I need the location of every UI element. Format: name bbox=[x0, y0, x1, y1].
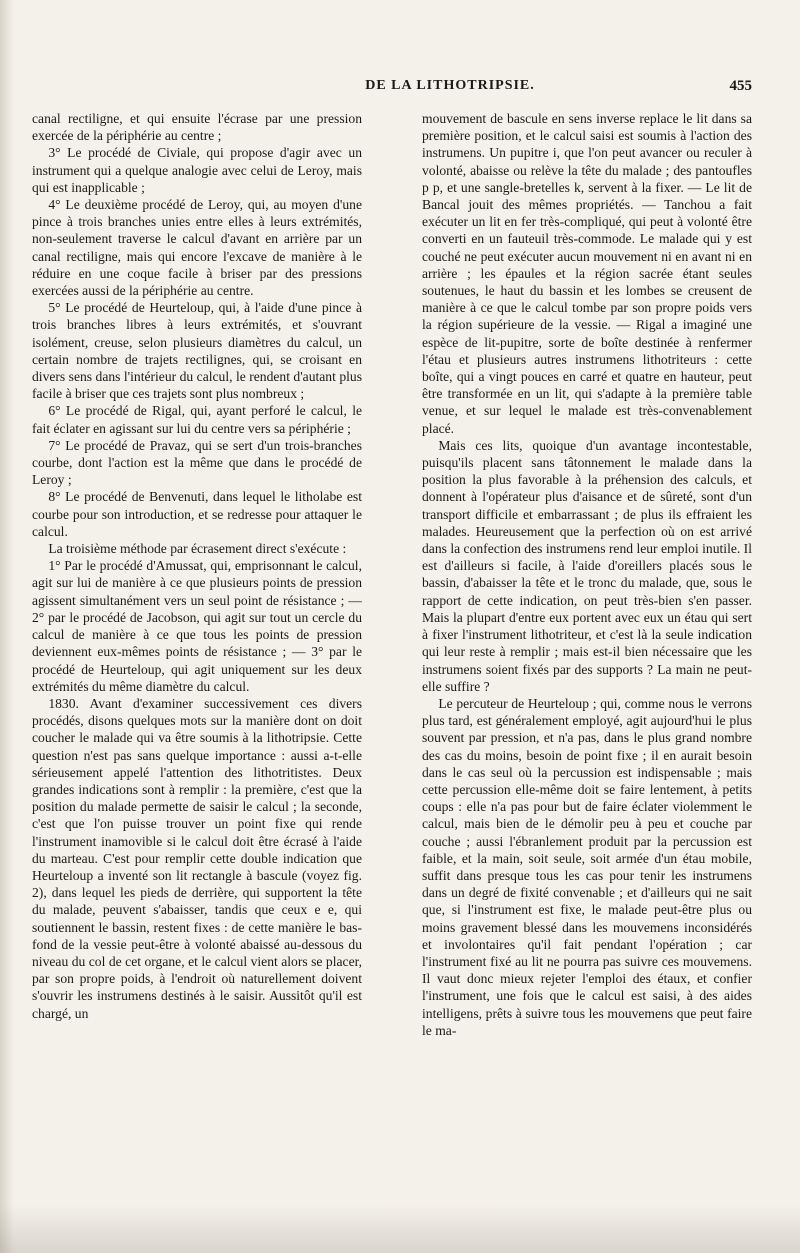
paragraph: 1° Par le procédé d'Amussat, qui, emprisonnant le calcul, agit sur lui de manière à ce que plusieurs points de pression agissent simultanément vers un seul point de résistance ; — 2° par le procédé de Jacobson, qui agit sur tout un cercle du calcul de manière à ce que tous les points de pression deviennent eux-mêmes points de résistance ; — 3° par le procédé de Heurteloup, qui agit uniquement sur les deux extrémités du même diamètre du calcul. bbox=[32, 558, 362, 694]
paragraph: Le percuteur de Heurteloup ; qui, comme nous le verrons plus tard, est généralement employé, agit aujourd'hui le plus souvent par pression, et n'a pas, dans le plus grand nombre des cas du moins, besoin de point fixe ; il en aurait besoin dans le cas seul où la percussion est indispensable ; mais cette percussion elle-même doit se faire lentement, à petits coups : elle n'a pas pour but de faire éclater violemment le calcul, mais bien de le démolir peu à peu et couche par couche ; aussi l'ébranlement produit par la percussion est faible, et la main, soit seule, soit armée d'un étau mobile, suffit dans presque tous les cas pour tenir les instrumens dans un degré de fixité convenable ; et d'ailleurs qui ne sait que, si l'instrument est fixe, le malade peut-être plus ou moins gravement blessé dans les mouvemens inconsidérés et involontaires qu'il fait pendant l'opération ; car l'instrument fixé au lit ne pourra pas suivre ces mouvemens. Il vaut donc mieux rejeter l'emploi des étaux, et confier l'instrument, une fois que le calcul est saisi, à des aides intelligens, prêts à suivre tous les mouvemens que peut faire le ma- bbox=[422, 695, 752, 1038]
paragraph: 1830. Avant d'examiner successivement ces divers procédés, disons quelques mots sur la manière dont on doit coucher le malade qui va être soumis à la lithotripsie. Cette question n'est pas sans quelque importance : aussi a-t-elle sérieusement appelé l'attention des lithotritistes. Deux grandes indications sont à remplir : la première, c'est que la position du malade permette de saisir le calcul ; la seconde, c'est que l'on puisse trouver un point fixe qui rende l'instrument inamovible si le calcul doit être écrasé à l'aide du marteau. C'est pour remplir cette double indication que Heurteloup a inventé son lit rectangle à bascule (voyez fig. 2), dans lequel les pieds de derrière, qui supportent la tête du malade, peuvent s'abaisser, tandis que ceux e e, qui soutiennent le bassin, restent fixes : de cette manière le bas-fond de la vessie peut-être à volonté abaissé au-dessous du niveau du col de cet organe, et le calcul vient alors se placer, par son propre poids, à l'endroit où naturellement doivent s'ouvrir les instrumens destinés à le saisir. Aussitôt qu'il est chargé, un bbox=[32, 695, 362, 1021]
paragraph: canal rectiligne, et qui ensuite l'écrase par une pression exercée de la périphérie au centre ; bbox=[32, 111, 362, 144]
paragraph: mouvement de bascule en sens inverse replace le lit dans sa première position, et le calcul saisi est soumis à l'action des instrumens. Un pupitre i, que l'on peut avancer ou reculer à volonté, abaisse ou relève la tête du malade ; des pantoufles p p, et une sangle-bretelles k, servent à la fixer. — Le lit de Bancal jouit des mêmes propriétés. — Tanchou a fait exécuter un lit en fer très-compliqué, qui peut à volonté être converti en un fauteuil très-commode. Le malade qui y est couché ne peut exécuter aucun mouvement ni en avant ni en arrière ; les épaules et la région sacrée étant seules soutenues, le haut du bassin et les lombes se creusent de manière à ce que le calcul tombe par son propre poids vers la région supérieure de la vessie. — Rigal a imaginé une espèce de lit-pupitre, sorte de boîte destinée à renfermer l'étau et plusieurs autres instrumens lithotriteurs : cette boîte, qui a vingt pouces en carré et quatre en hauteur, peut être transformée en un lit, qui s'adapte à la première table venue, et sur lequel le malade est très-convenablement placé. bbox=[422, 111, 752, 436]
left-column bbox=[32, 110, 362, 1220]
page-bottom-shadow bbox=[0, 1205, 800, 1253]
paragraph: 3° Le procédé de Civiale, qui propose d'agir avec un instrument qui a quelque analogie avec celui de Leroy, mais qui est inapplicable ; bbox=[32, 145, 362, 195]
page-number: 455 bbox=[729, 78, 752, 94]
paragraph: La troisième méthode par écrasement direct s'exécute : bbox=[48, 541, 347, 557]
paragraph: 4° Le deuxième procédé de Leroy, qui, au moyen d'une pince à trois branches unies entre elles à leurs extrémités, non-seulement traverse le calcul d'avant en arrière par un canal rectiligne, mais qui encore l'excave de manière à le réduire en une coque facile à briser par des pressions exercées aussi de la périphérie au centre. bbox=[32, 197, 362, 299]
running-head: DE LA LITHOTRIPSIE. bbox=[365, 78, 535, 93]
paragraph: Mais ces lits, quoique d'un avantage incontestable, puisqu'ils placent sans tâtonnement le malade dans la position la plus favorable à la préhension des calculs, et donnent à l'opérateur plus d'aisance et de sûreté, sont d'un transport difficile et embarrassant ; de plus ils effraient les malades. Heureusement que la perfection où on est arrivé dans la confection des instrumens rend leur emploi inutile. Il est d'ailleurs si facile, à l'aide d'oreillers placés sous le bassin, d'abaisser la tête et le tronc du malade, que, sous le rapport de cette indication, on peut très-bien s'en passer. Mais la plupart d'entre eux portent avec eux un étau qui sert à fixer l'instrument lithotriteur, et c'est là la seule indication qui leur reste à remplir ; mais est-il bien nécessaire que les instrumens soient fixés par des supports ? La main ne peut-elle suffire ? bbox=[422, 437, 752, 694]
page-header bbox=[140, 78, 760, 102]
right-column bbox=[422, 110, 752, 1220]
page-edge-shadow bbox=[0, 0, 14, 1253]
paragraph: 7° Le procédé de Pravaz, qui se sert d'un trois-branches courbe, dont l'action est la même que dans le procédé de Leroy ; bbox=[32, 437, 362, 488]
paragraph: 5° Le procédé de Heurteloup, qui, à l'aide d'une pince à trois branches libres à leurs extrémités, et s'ouvrant isolément, creuse, selon plusieurs diamètres du calcul, un certain nombre de trajets rectilignes, qui, se croisant en divers sens dans l'intérieur du calcul, le rendent d'autant plus facile à briser que ces trajets sont plus nombreux ; bbox=[32, 300, 362, 402]
paragraph: 6° Le procédé de Rigal, qui, ayant perforé le calcul, le fait éclater en agissant sur lui du centre vers sa périphérie ; bbox=[32, 403, 362, 436]
paragraph: 8° Le procédé de Benvenuti, dans lequel le litholabe est courbe pour son introduction, et se redresse pour attaquer le calcul. bbox=[32, 489, 362, 539]
